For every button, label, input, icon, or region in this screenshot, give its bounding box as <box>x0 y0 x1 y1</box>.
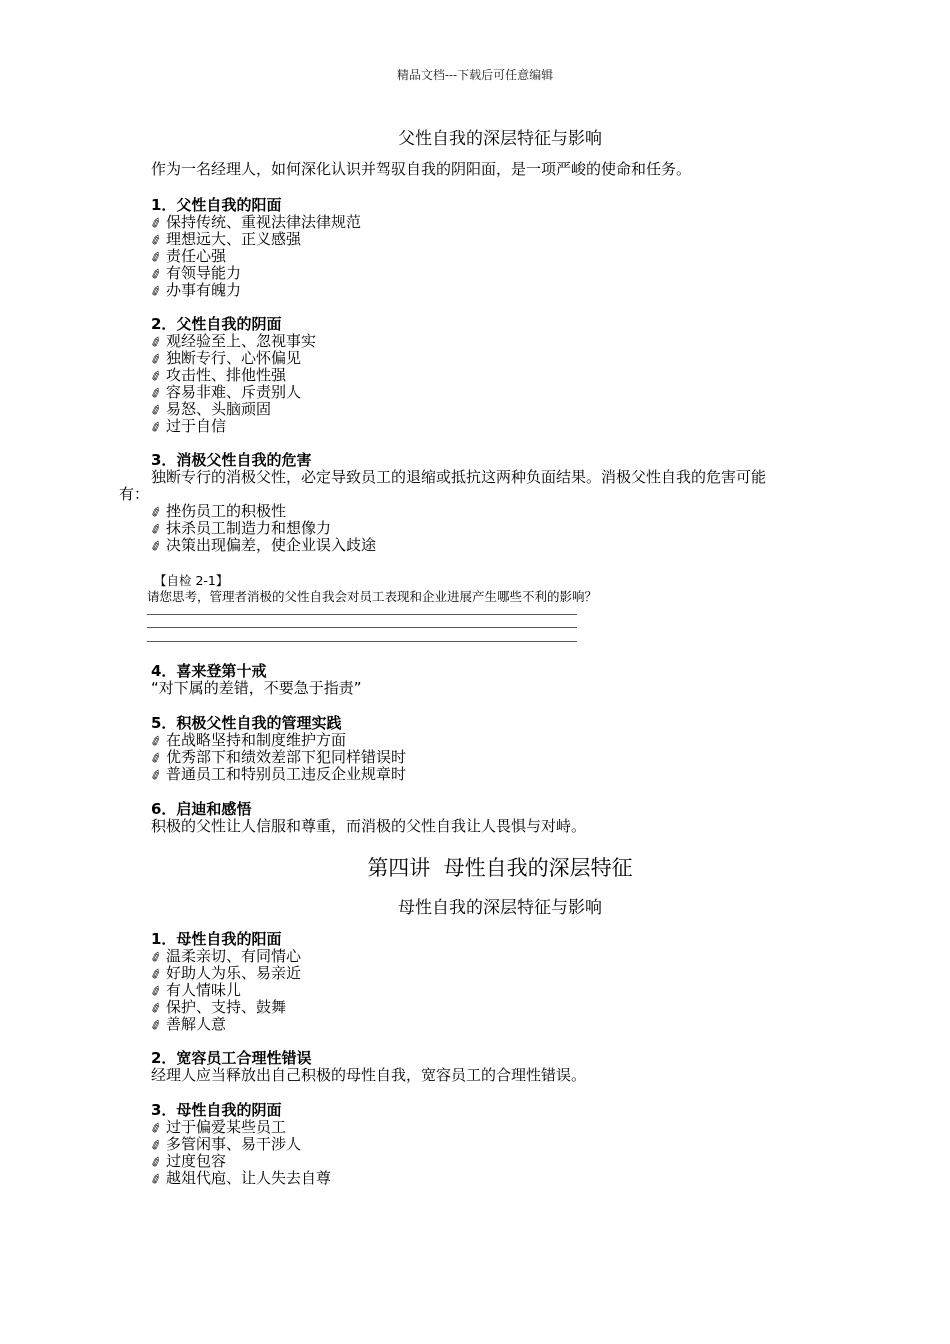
lecture-subtitle: 母性自我的深层特征与影响 <box>398 898 602 918</box>
list-item: ✐ 易怒、头脑顽固 <box>151 401 316 418</box>
list-item: ✐ 办事有魄力 <box>151 282 361 299</box>
watermark: 精品文档---下载后可任意编辑 <box>396 68 554 82</box>
section-heading: 2．父性自我的阴面 <box>151 315 282 333</box>
list-item: ✐ 攻击性、排他性强 <box>151 367 316 384</box>
list-item: ✐ 理想远大、正义感强 <box>151 231 361 248</box>
list-item: ✐ 容易非难、斥责别人 <box>151 384 316 401</box>
answer-line <box>147 614 577 615</box>
answer-line <box>147 641 577 642</box>
positive-father-practice-section <box>151 715 406 783</box>
section-heading: 5．积极父性自我的管理实践 <box>151 714 342 732</box>
list-item: ✐ 观经验至上、忽视事实 <box>151 333 316 350</box>
negative-father-harm-section <box>119 451 767 554</box>
list-item: ✐ 有人情味儿 <box>151 982 301 999</box>
sheraton-commandment-section <box>151 663 362 697</box>
section-heading: 1．父性自我的阳面 <box>151 196 282 214</box>
list-item: ✐ 普通员工和特别员工违反企业规章时 <box>151 766 406 783</box>
list-item: ✐ 过于偏爱某些员工 <box>151 1119 331 1136</box>
intro-text: 作为一名经理人，如何深化认识并驾驭自我的阴阳面，是一项严峻的使命和任务。 <box>151 160 692 178</box>
selfcheck-label: 【自检 2-1】 <box>154 573 229 588</box>
tolerance-section <box>151 1050 586 1084</box>
section-heading: 2．宽容员工合理性错误 <box>151 1049 312 1067</box>
list-item: ✐ 优秀部下和绩效差部下犯同样错误时 <box>151 749 406 766</box>
list-item: ✐ 有领导能力 <box>151 265 361 282</box>
section-heading: 6．启迪和感悟 <box>151 800 252 818</box>
section-heading: 3．母性自我的阴面 <box>151 1101 282 1119</box>
section-heading: 3．消极父性自我的危害 <box>151 451 312 469</box>
father-yang-section <box>151 197 361 299</box>
insight-text: 积极的父性让人信服和尊重，而消极的父性自我让人畏惧与对峙。 <box>151 817 587 835</box>
list-item: ✐ 责任心强 <box>151 248 361 265</box>
list-item: ✐ 挫伤员工的积极性 <box>151 503 766 520</box>
mother-yin-section <box>151 1102 331 1187</box>
list-item: ✐ 决策出现偏差，使企业误入歧途 <box>151 537 766 554</box>
commandment-text: “对下属的差错，不要急于指责” <box>151 679 362 697</box>
section-heading: 1．母性自我的阳面 <box>151 930 282 948</box>
list-item: ✐ 好助人为乐、易亲近 <box>151 965 301 982</box>
list-item: ✐ 保持传统、重视法律法律规范 <box>151 214 361 231</box>
section-heading: 4．喜来登第十戒 <box>151 662 267 680</box>
list-item: ✐ 越俎代庖、让人失去自尊 <box>151 1170 331 1187</box>
harm-text-continued: 有： <box>119 485 150 503</box>
list-item: ✐ 善解人意 <box>151 1016 301 1033</box>
harm-text: 独断专行的消极父性，必定导致员工的退缩或抵抗这两种负面结果。消极父性自我的危害可能 <box>151 468 767 486</box>
tolerance-text: 经理人应当释放出自己积极的母性自我，宽容员工的合理性错误。 <box>151 1066 587 1084</box>
list-item: ✐ 独断专行、心怀偏见 <box>151 350 316 367</box>
list-item: ✐ 多管闲事、易干涉人 <box>151 1136 331 1153</box>
list-item: ✐ 过于自信 <box>151 418 316 435</box>
answer-line <box>147 627 577 628</box>
list-item: ✐ 保护、支持、鼓舞 <box>151 999 301 1016</box>
list-item: ✐ 过度包容 <box>151 1153 331 1170</box>
intro-paragraph <box>151 161 691 178</box>
section-title: 父性自我的深层特征与影响 <box>398 129 602 149</box>
insight-section <box>151 801 586 835</box>
list-item: ✐ 抹杀员工制造力和想像力 <box>151 520 766 537</box>
list-item: ✐ 温柔亲切、有同情心 <box>151 948 301 965</box>
father-yin-section <box>151 316 316 435</box>
list-item: ✐ 在战略坚持和制度维护方面 <box>151 732 406 749</box>
lecture-title: 第四讲 母性自我的深层特征 <box>367 856 633 880</box>
selfcheck-question: 请您思考，管理者消极的父性自我会对员工表现和企业进展产生哪些不利的影响？ <box>147 589 598 604</box>
mother-yang-section <box>151 931 301 1033</box>
